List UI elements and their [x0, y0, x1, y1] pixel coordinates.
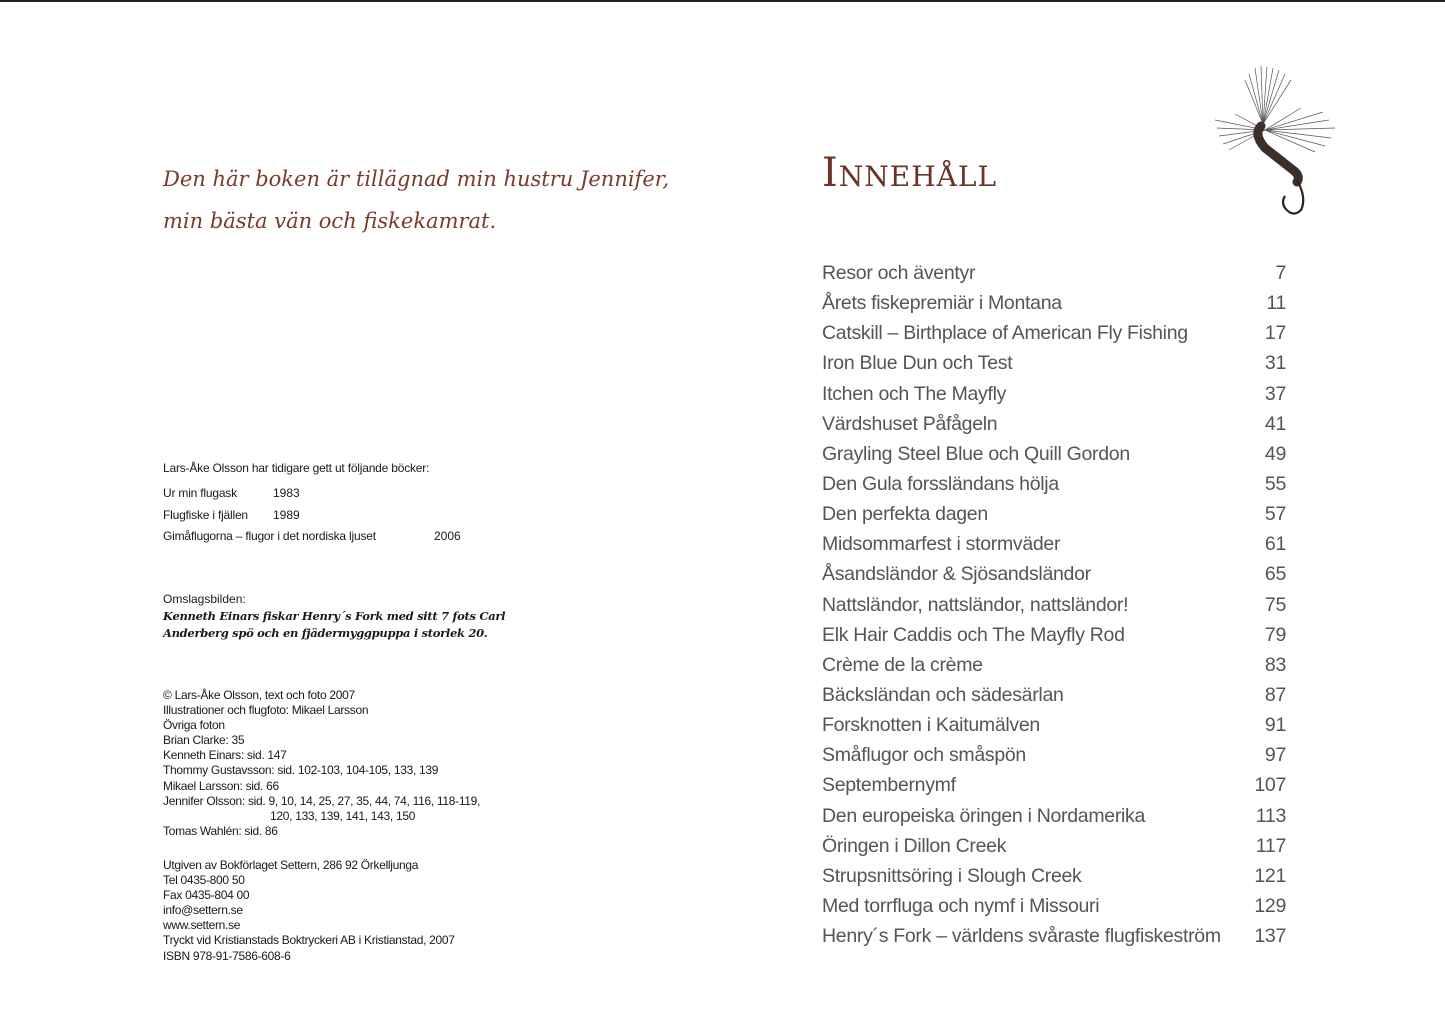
toc-entry [822, 680, 1286, 710]
toc-entry-page: 91 [1264, 714, 1286, 737]
toc-entry-page: 57 [1264, 503, 1286, 526]
toc-entry-page: 41 [1264, 412, 1286, 435]
toc-entry [822, 409, 1286, 439]
toc-entry [822, 770, 1286, 800]
top-border-line [0, 0, 1445, 2]
book-year: 2006 [434, 529, 461, 543]
toc-entry-title: Itchen och The Mayfly [822, 382, 1007, 405]
publisher-line: Tel 0435-800 50 [163, 873, 245, 888]
toc-entry [822, 620, 1286, 650]
toc-entry-title: Småflugor och småspön [822, 744, 1026, 767]
toc-entry-title: Värdshuset Påfågeln [822, 412, 998, 435]
toc-entry [822, 318, 1286, 348]
toc-entry-page: 31 [1264, 352, 1286, 375]
toc-entry-title: Grayling Steel Blue och Quill Gordon [822, 442, 1130, 465]
book-row [163, 505, 429, 527]
toc-entry-title: Strupsnittsöring i Slough Creek [822, 864, 1082, 887]
book-row [163, 483, 429, 505]
toc-entry-page: 7 [1275, 262, 1286, 284]
credit-line: © Lars-Åke Olsson, text och foto 2007 [163, 688, 355, 702]
toc-entry-page: 137 [1254, 925, 1286, 948]
cover-label: Omslagsbilden: [163, 592, 246, 606]
cover-info [163, 591, 505, 641]
toc-entry [822, 439, 1286, 469]
publisher-line: www.settern.se [163, 918, 241, 933]
toc-entry-page: 79 [1264, 623, 1286, 646]
credit-line: Illustrationer och flugfoto: Mikael Larsson [163, 703, 369, 718]
toc-entry-page: 107 [1254, 774, 1286, 797]
toc-entry-page: 121 [1254, 864, 1286, 887]
credit-line: 120, 133, 139, 141, 143, 150 [270, 808, 416, 823]
toc-entry-page: 97 [1264, 744, 1286, 767]
toc-entry [822, 921, 1286, 951]
toc-entry-title: Årets fiskepremiär i Montana [822, 292, 1062, 315]
credit-line: Thommy Gustavsson: sid. 102-103, 104-105, 133, 139 [163, 763, 439, 778]
toc-entry-page: 49 [1264, 442, 1286, 465]
cover-caption [163, 608, 505, 641]
dry-fly-icon [1205, 62, 1345, 218]
toc-entry [822, 801, 1286, 831]
toc-entry-title: Catskill – Birthplace of American Fly Fishing [822, 322, 1188, 345]
table-of-contents [822, 258, 1286, 951]
toc-entry-title: Midsommarfest i stormväder [822, 533, 1061, 556]
toc-entry-title: Forsknotten i Kaitumälven [822, 714, 1040, 737]
credit-line: Kenneth Einars: sid. 147 [163, 748, 287, 763]
toc-entry [822, 559, 1286, 589]
publisher-line: Fax 0435-804 00 [163, 888, 250, 903]
toc-title: Innehåll [822, 150, 998, 196]
book-year: 1989 [273, 507, 300, 522]
toc-entry [822, 499, 1286, 529]
book-row [163, 526, 461, 548]
toc-entry [822, 379, 1286, 409]
book-year: 1983 [273, 486, 300, 500]
toc-entry-page: 11 [1266, 292, 1286, 315]
toc-entry-title: Septembernymf [822, 774, 956, 797]
toc-entry-title: Crème de la crème [822, 653, 983, 676]
toc-entry [822, 529, 1286, 559]
toc-entry-title: Resor och äventyr [822, 262, 976, 284]
credit-line: Mikael Larsson: sid. 66 [163, 778, 279, 793]
toc-entry-page: 75 [1264, 593, 1286, 616]
toc-entry-title: Den perfekta dagen [822, 503, 988, 526]
previous-books-heading: Lars-Åke Olsson har tidigare gett ut följande böcker: [163, 461, 430, 475]
credit-line: Brian Clarke: 35 [163, 733, 245, 748]
toc-entry-title: Med torrfluga och nymf i Missouri [822, 894, 1100, 917]
photo-credits [163, 688, 480, 839]
toc-entry-page: 17 [1264, 322, 1286, 345]
toc-entry [822, 710, 1286, 740]
toc-entry-title: Iron Blue Dun och Test [822, 352, 1013, 375]
toc-entry-page: 87 [1264, 683, 1286, 706]
toc-entry [822, 590, 1286, 620]
toc-entry-page: 113 [1255, 804, 1286, 827]
toc-entry-page: 37 [1264, 382, 1286, 405]
toc-entry-title: Den Gula forssländans hölja [822, 472, 1059, 495]
toc-entry [822, 831, 1286, 861]
toc-entry [822, 288, 1286, 318]
toc-entry-title: Öringen i Dillon Creek [822, 834, 1007, 857]
publisher-line: info@settern.se [163, 903, 243, 918]
toc-entry-page: 65 [1264, 563, 1286, 586]
toc-entry-page: 83 [1264, 653, 1286, 676]
dedication [163, 158, 670, 242]
toc-entry [822, 469, 1286, 499]
toc-entry [822, 348, 1286, 378]
toc-entry [822, 258, 1286, 288]
toc-entry-page: 55 [1264, 472, 1286, 495]
publisher-line: Tryckt vid Kristianstads Boktryckeri AB i Kristianstad, 2007 [163, 933, 455, 948]
publisher-line: ISBN 978-91-7586-608-6 [163, 948, 291, 963]
credit-line: Tomas Wahlén: sid. 86 [163, 823, 278, 838]
toc-entry-title: Den europeiska öringen i Nordamerika [822, 804, 1146, 827]
publisher-line: Utgiven av Bokförlaget Settern, 286 92 Örkelljunga [163, 858, 419, 872]
toc-entry-title: Henry´s Fork – världens svåraste flugfiskeström [822, 925, 1221, 948]
toc-entry-title: Nattsländor, nattsländor, nattsländor! [822, 593, 1129, 616]
toc-entry-title: Bäcksländan och sädesärlan [822, 683, 1064, 706]
toc-entry [822, 740, 1286, 770]
publisher-info [163, 858, 455, 964]
credit-line: Övriga foton [163, 718, 225, 733]
previous-books-list [163, 461, 461, 548]
dedication-line-2: min bästa vän och fiskekamrat. [163, 209, 497, 233]
book-title: Ur min flugask [163, 486, 237, 500]
cover-caption-line-1: Kenneth Einars fiskar Henry´s Fork med sitt 7 fots Carl [163, 609, 506, 623]
toc-entry-title: Elk Hair Caddis och The Mayfly Rod [822, 623, 1125, 646]
toc-entry-page: 117 [1255, 834, 1286, 857]
toc-entry-page: 61 [1264, 533, 1286, 556]
toc-entry [822, 891, 1286, 921]
dedication-line-1: Den här boken är tillägnad min hustru Jennifer, [163, 167, 670, 191]
book-title: Gimåflugorna – flugor i det nordiska ljuset [163, 529, 376, 543]
cover-caption-line-2: Anderberg spö och en fjädermyggpuppa i storlek 20. [163, 625, 488, 640]
toc-entry [822, 650, 1286, 680]
toc-entry-title: Åsandsländor & Sjösandsländor [822, 563, 1091, 586]
book-title: Flugfiske i fjällen [163, 507, 248, 522]
credit-line: Jennifer Olsson: sid. 9, 10, 14, 25, 27, 35, 44, 74, 116, 118-119, [163, 793, 481, 808]
toc-entry-page: 129 [1254, 894, 1286, 917]
toc-entry [822, 861, 1286, 891]
